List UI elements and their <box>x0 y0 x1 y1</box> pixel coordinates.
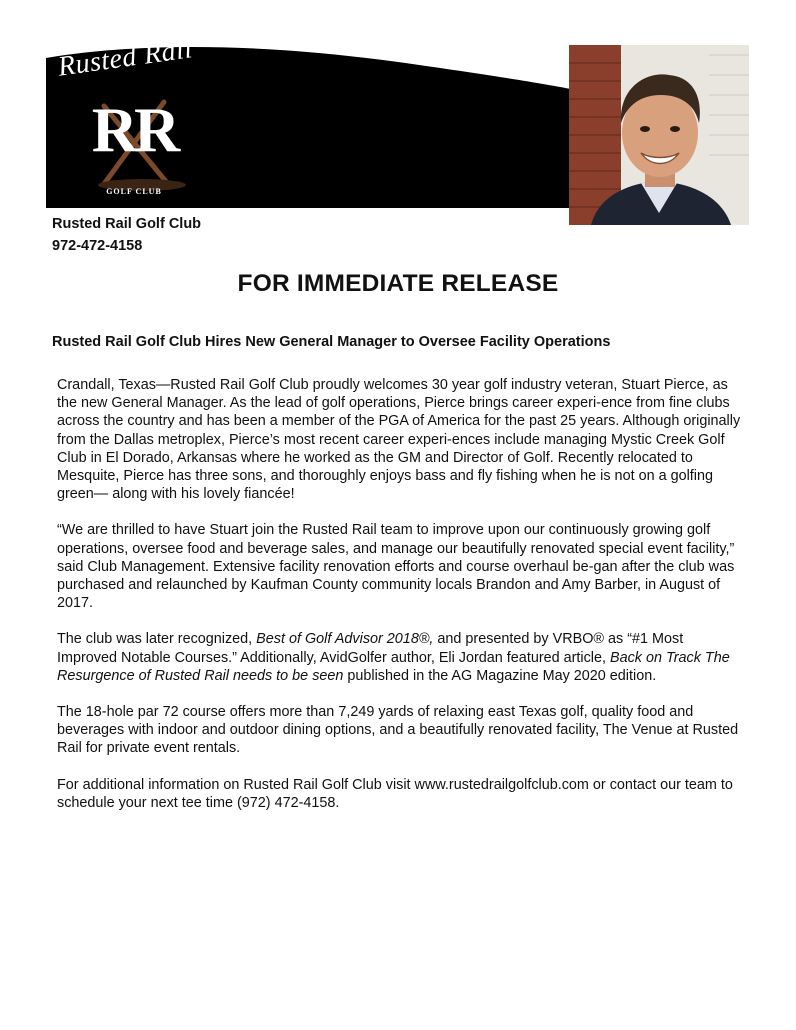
award-title: Best of Golf Advisor 2018®, <box>256 631 434 648</box>
paragraph-1: Crandall, Texas—Rusted Rail Golf Club proudly welcomes 30 year golf industry veteran, Stuart Pierce, as the new General Manager. As the lead of golf operations, Pierce brings career experi-ence from fine clubs across the country and has been a member of the PGA of America for the past 25 years. Although originally from the Dallas metroplex, Pierce’s most recent career experi-ences include managing Mystic Creek Golf Club in El Dorado, Arkansas where he worked as the GM and Director of Golf. Recently relocated to Mesquite, Pierce has three sons, and thoroughly enjoys bass and fly fishing when he is not on a golfing green— along with his lovely fiancée! <box>57 377 741 503</box>
paragraph-2: “We are thrilled to have Stuart join the Rusted Rail team to improve upon our continuously growing golf operations, oversee food and beverage sales, and manage our beautifully renovated special event facility,” said Club Management. Extensive facility renovation efforts and course overhaul be-gan after the club was purchased and relaunched by Kaufman County community locals Brandon and Amy Barber, in August of 2017. <box>57 522 735 612</box>
logo-monogram: RR <box>91 94 177 165</box>
article-title: Back on Track The Resurgence of Rusted Rail needs to be seen <box>57 649 730 684</box>
paragraph-4: The 18-hole par 72 course offers more than 7,249 yards of relaxing east Texas golf, quality food and beverages with indoor and outdoor dining options, and a beautifully renovated facility, The Venue at Rusted Rail for private event rentals. <box>57 704 739 757</box>
headline: Rusted Rail Golf Club Hires New General Manager to Oversee Facility Operations <box>52 334 611 350</box>
press-release-body <box>57 376 747 830</box>
release-title: FOR IMMEDIATE RELEASE <box>237 270 559 297</box>
logo-subtitle: GOLF CLUB <box>106 187 162 196</box>
paragraph-3: The club was later recognized, Best of Golf Advisor 2018®, and presented by VRBO® as “#1 Most Improved Notable Courses.” Additionally, AvidGolfer author, Eli Jordan featured article, Back on Track The Resurgence of Rusted Rail needs to be seen published in the AG Magazine May 2020 edition. <box>57 631 730 684</box>
person-portrait-icon <box>569 45 749 225</box>
logo-script-text: Rusted Rail <box>56 33 195 83</box>
club-phone: 972-472-4158 <box>52 238 143 254</box>
club-name: Rusted Rail Golf Club <box>52 216 202 232</box>
paragraph-5: For additional information on Rusted Rail Golf Club visit www.rustedrailgolfclub.com or contact our team to schedule your next tee time (972) 472-4158. <box>57 776 733 811</box>
website-link[interactable]: www.rustedrailgolfclub.com <box>414 776 589 793</box>
